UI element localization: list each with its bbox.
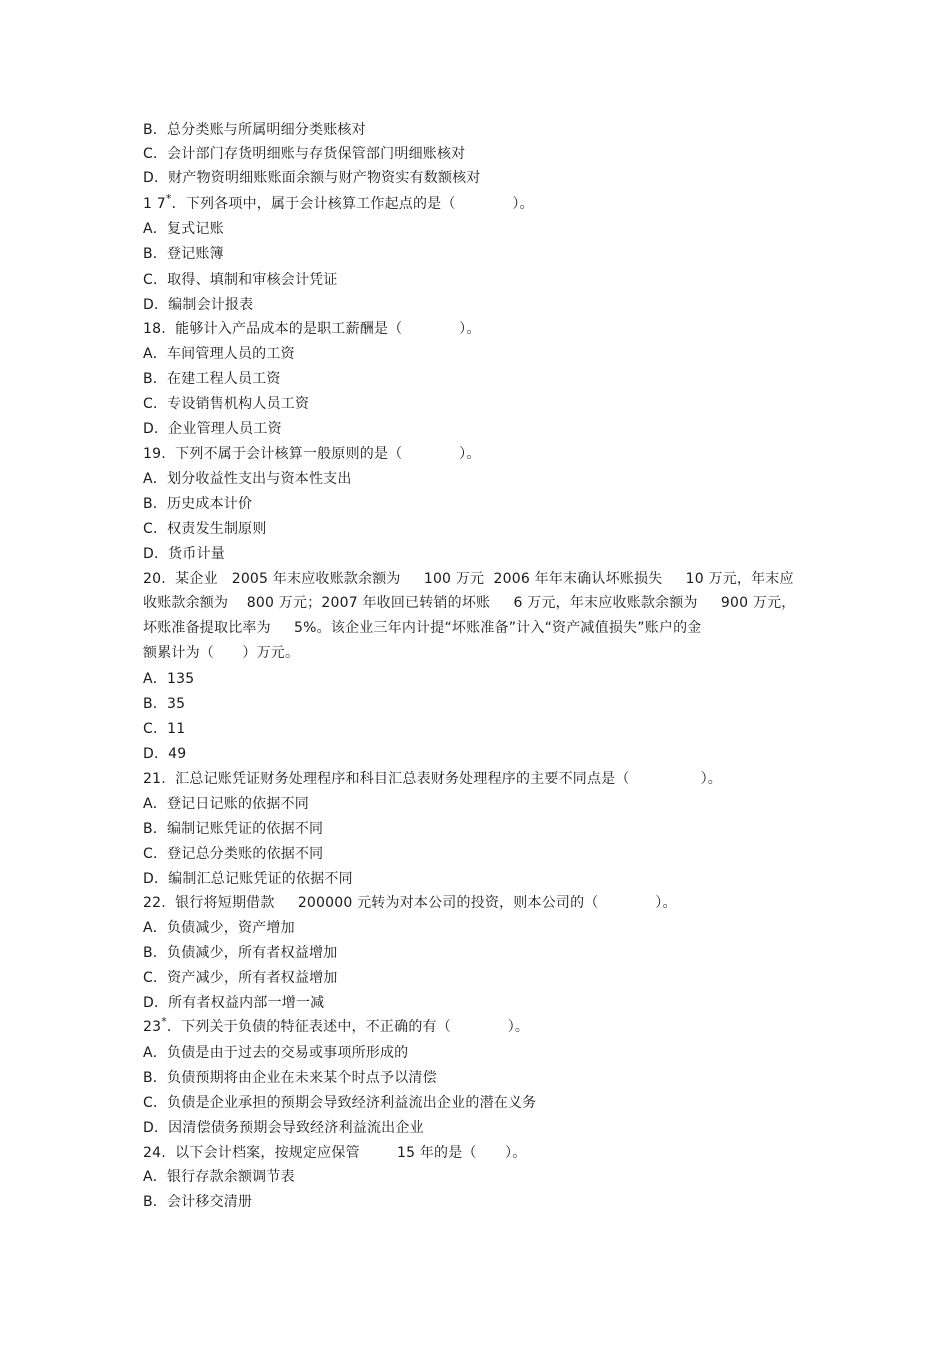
q16-option-d: D．财产物资明细账账面余额与财产物资实有数额核对 xyxy=(143,170,481,186)
q23-option-d: D．因清偿债务预期会导致经济利益流出企业 xyxy=(143,1120,424,1136)
q22-option-b: B．负债减少，所有者权益增加 xyxy=(143,945,338,961)
q23-star-mark: * xyxy=(161,1015,167,1028)
q23-number: 23 xyxy=(143,1019,162,1035)
q20-option-d: D．49 xyxy=(143,746,187,762)
q18-option-b: B．在建工程人员工资 xyxy=(143,371,281,387)
q24-option-b: B．会计移交清册 xyxy=(143,1194,253,1210)
q17-option-a: A．复式记账 xyxy=(143,221,224,237)
q19-stem: 19. 下列不属于会计核算一般原则的是（ ）。 xyxy=(143,446,481,462)
q22-stem: 22. 银行将短期借款 200000 元转为对本公司的投资，则本公司的（ ）。 xyxy=(143,895,677,911)
q20-option-b: B．35 xyxy=(143,696,186,712)
q23-stem xyxy=(143,1015,530,1036)
q20-option-a: A．135 xyxy=(143,671,195,687)
q19-option-d: D．货币计量 xyxy=(143,546,225,562)
q20-stem-line-2: 收账款余额为 800 万元；2007 年收回已转销的坏账 6 万元，年末应收账款余额为 900 万元， xyxy=(143,595,796,611)
q23-option-a: A．负债是由于过去的交易或事项所形成的 xyxy=(143,1045,409,1061)
q21-option-a: A．登记日记账的依据不同 xyxy=(143,796,309,812)
q17-number: 1 7 xyxy=(143,196,166,212)
q20-stem-line-4: 额累计为（ ）万元。 xyxy=(143,645,300,661)
q22-option-c: C．资产减少，所有者权益增加 xyxy=(143,970,338,986)
q20-stem-line-3: 坏账准备提取比率为 5%。该企业三年内计提“坏账准备”计入“资产减值损失”账户的金 xyxy=(143,620,702,636)
q17-option-d: D．编制会计报表 xyxy=(143,297,254,313)
q19-option-a: A．划分收益性支出与资本性支出 xyxy=(143,471,352,487)
q22-option-a: A．负债减少，资产增加 xyxy=(143,920,295,936)
q17-option-b: B．登记账簿 xyxy=(143,246,224,262)
q18-option-c: C．专设销售机构人员工资 xyxy=(143,396,310,412)
q21-option-c: C．登记总分类账的依据不同 xyxy=(143,846,324,862)
q24-stem: 24. 以下会计档案，按规定应保管 15 年的是（ ）。 xyxy=(143,1145,527,1161)
q18-option-d: D．企业管理人员工资 xyxy=(143,421,282,437)
q23-option-c: C．负债是企业承担的预期会导致经济利益流出企业的潜在义务 xyxy=(143,1095,537,1111)
q18-option-a: A．车间管理人员的工资 xyxy=(143,346,295,362)
q21-option-d: D．编制汇总记账凭证的依据不同 xyxy=(143,871,353,887)
q22-option-d: D．所有者权益内部一增一减 xyxy=(143,995,325,1011)
q20-option-c: C．11 xyxy=(143,721,186,737)
q20-stem-line-1: 20. 某企业 2005 年末应收账款余额为 100 万元 2006 年年末确认坏账损失 10 万元，年末应 xyxy=(143,571,794,587)
q17-star-mark: * xyxy=(165,192,172,205)
q16-option-c: C．会计部门存货明细账与存货保管部门明细账核对 xyxy=(143,146,466,162)
q24-option-a: A．银行存款余额调节表 xyxy=(143,1169,295,1185)
q17-stem xyxy=(143,192,534,213)
q17-stem-text: ．下列各项中，属于会计核算工作起点的是（ ）。 xyxy=(171,196,534,212)
q21-option-b: B．编制记账凭证的依据不同 xyxy=(143,821,324,837)
q21-stem: 21. 汇总记账凭证财务处理程序和科目汇总表财务处理程序的主要不同点是（ ）。 xyxy=(143,771,722,787)
q23-stem-text: ．下列关于负债的特征表述中，不正确的有（ ）。 xyxy=(166,1019,530,1035)
q19-option-c: C．权责发生制原则 xyxy=(143,521,267,537)
q23-option-b: B．负债预期将由企业在未来某个时点予以清偿 xyxy=(143,1070,437,1086)
q16-option-b: B．总分类账与所属明细分类账核对 xyxy=(143,122,366,138)
q17-option-c: C．取得、填制和审核会计凭证 xyxy=(143,272,338,288)
q19-option-b: B．历史成本计价 xyxy=(143,496,253,512)
q18-stem: 18. 能够计入产品成本的是职工薪酬是（ ）。 xyxy=(143,321,481,337)
